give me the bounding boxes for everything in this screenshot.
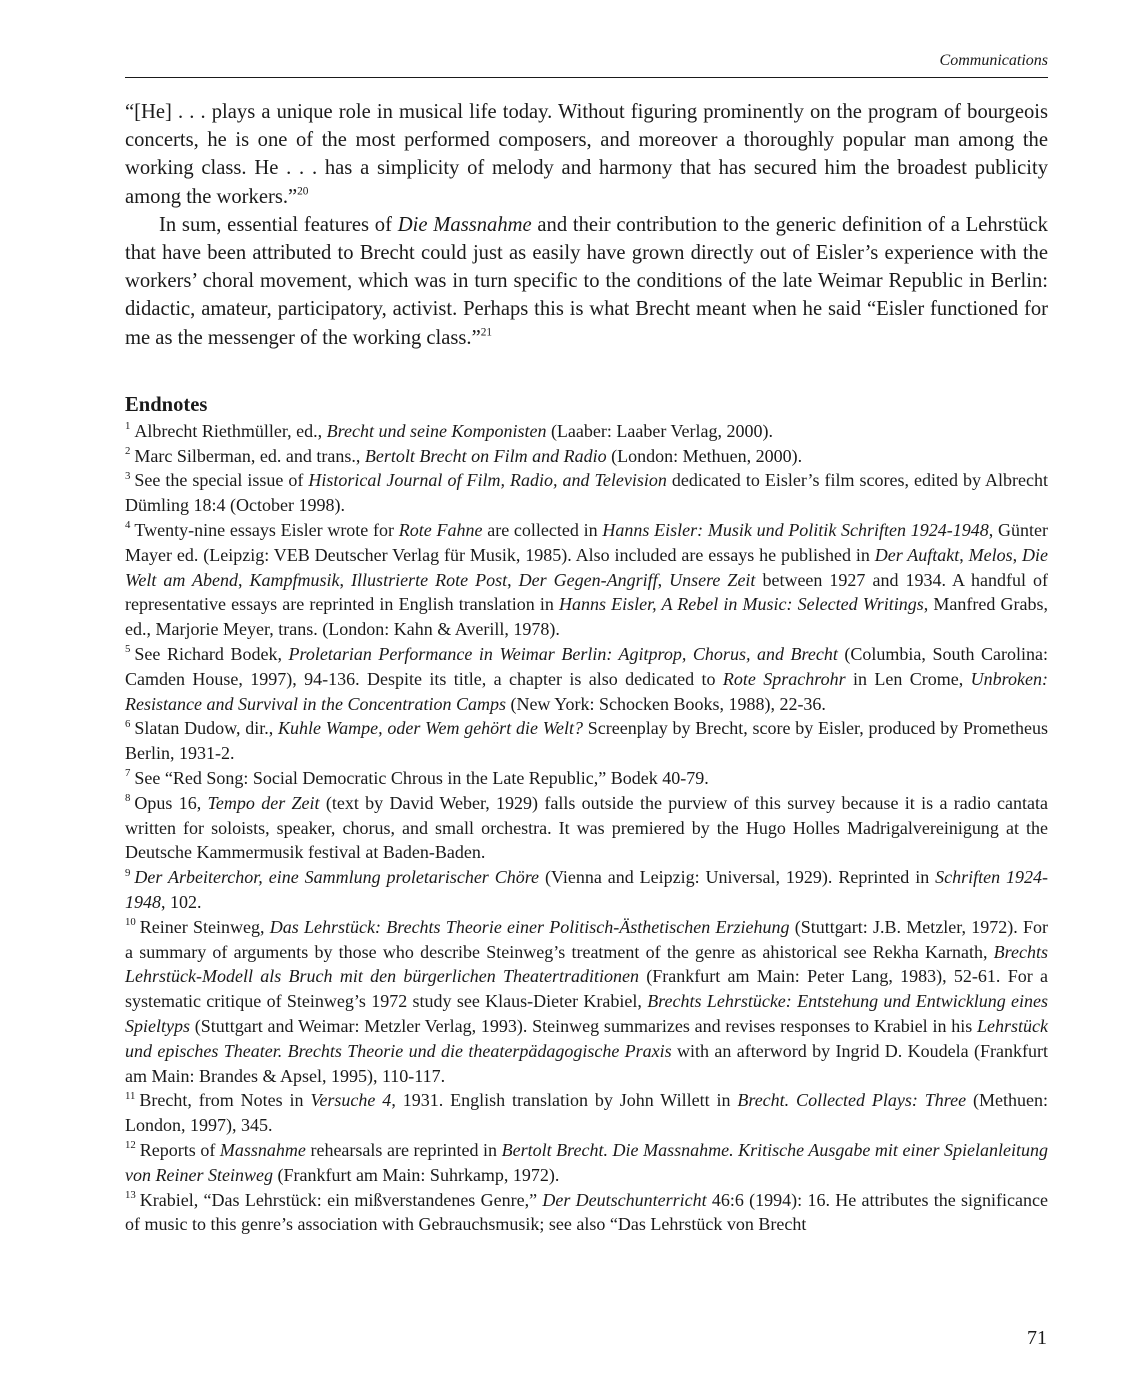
text-run: in Len Crome, [845, 668, 971, 689]
italic-title: Kampfmusik [249, 569, 340, 590]
text-run: (Frankfurt am Main: Peter Lang, 1983), 52-61. For a systematic critique of Steinweg’s 1972 study see Klaus-Dieter Krabiel, [125, 966, 1048, 1012]
text-run: with an afterword by Ingrid D. Koudela (Frankfurt am Main: Brandes & Apsel, 1995), 110-117. [125, 1040, 1048, 1086]
italic-title: Rote Sprachrohr [722, 668, 846, 689]
italic-title: Melos [968, 544, 1013, 565]
running-header: Communications [939, 52, 1048, 69]
italic-title: Unsere Zeit [669, 569, 756, 590]
text-run: , [657, 569, 670, 590]
text-run: Marc Silberman, ed. and trans., [134, 445, 365, 466]
italic-title: Lehrstück und episches Theater. Brechts Theorie und die theaterpädagogische Praxis [125, 1015, 1048, 1061]
italic-title: Brechts Lehrstücke: Entstehung und Entwicklung eines Spieltyps [125, 991, 1048, 1036]
text-run: Twenty-nine essays Eisler wrote for [134, 520, 399, 541]
text-run: See the special issue of [134, 470, 309, 491]
text-run: (Frankfurt am Main: Suhrkamp, 1972). [272, 1164, 560, 1185]
text-run: (London: Methuen, 2000). [606, 445, 803, 466]
italic-title: Rote Fahne [398, 520, 483, 541]
italic-title: Bertolt Brecht. Die Massnahme. Kritische Ausgabe mit einer Spielanleitung von Reiner Steinweg [125, 1139, 1048, 1185]
italic-title: Kuhle Wampe, oder Wem gehört die Welt? [278, 718, 584, 739]
text-run: , Günter Mayer ed. (Leipzig: VEB Deutscher Verlag für Musik, 1985). Also included are essays he published in [125, 520, 1048, 565]
endnote-number: 2 [125, 445, 131, 458]
italic-title: Brecht und seine Komponisten [326, 420, 547, 441]
italic-title: Tempo der Zeit [207, 792, 320, 813]
endnote-number: 9 [125, 866, 131, 879]
body-paragraph-quote [125, 98, 1048, 211]
italic-title: Schriften 1924-1948 [125, 867, 1049, 912]
text-run: 46:6 (1994): 16. He attributes the significance of music to this genre’s association with Gebrauchsmusik; see also “Das Lehrstück von Brecht [125, 1189, 1048, 1235]
endnote-3 [125, 468, 1048, 518]
endnote-2 [125, 444, 1048, 469]
italic-title: Unbroken: Resistance and Survival in the Concentration Camps [125, 668, 1048, 714]
text-run: rehearsals are reprinted in [305, 1139, 502, 1160]
text-run: and their contribution to the generic definition of a Lehrstück that have been attributed to Brecht could just as easily have grown directly out of Eisler’s experience with the workers’ choral movement, which was in turn specific to the conditions of the late Weimar Republic in Berlin: didactic, amateur, participatory, activist. Perhaps this is what Brecht meant when he said “Eisler functioned for me as the messenger of the working class.” [125, 213, 1048, 349]
text-run: (Vienna and Leipzig: Universal, 1929). Reprinted in [539, 867, 936, 888]
text-run: (Methuen: London, 1997), 345. [125, 1090, 1048, 1136]
page-content [125, 98, 1048, 1237]
text-run: Slatan Dudow, dir., [134, 718, 279, 739]
text-run: , [507, 569, 519, 590]
italic-title: Der Auftakt [874, 544, 960, 565]
italic-title: Versuche 4 [310, 1090, 392, 1111]
text-run: Reiner Steinweg, [139, 916, 270, 937]
italic-title: Proletarian Performance in Weimar Berlin: Agitprop, Chorus, and Brecht [288, 644, 838, 664]
endnote-6 [125, 716, 1048, 766]
endnote-number: 4 [125, 519, 131, 532]
italic-title: Der Gegen-Angriff [518, 569, 658, 590]
text-run: Screenplay by Brecht, score by Eisler, produced by Prometheus Berlin, 1931-2. [125, 718, 1048, 764]
endnote-12 [125, 1138, 1048, 1188]
endnote-number: 6 [125, 717, 131, 730]
endnote-number: 3 [125, 469, 131, 482]
endnote-8 [125, 791, 1048, 865]
text-run: , [238, 569, 250, 590]
text-run: Opus 16, [134, 792, 208, 813]
endnote-number: 8 [125, 792, 131, 805]
text-run: dedicated to Eisler’s film scores, edited by Albrecht Dümling 18:4 (October 1998). [125, 470, 1048, 516]
endnote-7 [125, 766, 1048, 791]
endnote-number: 10 [125, 916, 136, 929]
endnote-13 [125, 1188, 1048, 1238]
italic-title: Illustrierte Rote Post [351, 569, 508, 590]
endnote-4 [125, 518, 1048, 642]
endnote-11 [125, 1088, 1048, 1138]
text-run: between 1927 and 1934. A handful of representative essays are reprinted in English translation in [125, 569, 1048, 615]
endnote-10 [125, 915, 1048, 1089]
body-paragraph-summary [125, 211, 1048, 352]
footnote-ref: 20 [297, 185, 309, 198]
text-run: , [1012, 544, 1023, 565]
italic-title: Die Welt am Abend [125, 544, 1049, 590]
endnotes-heading: Endnotes [125, 393, 208, 416]
text-run: , [339, 569, 352, 590]
text-run: , [959, 544, 969, 565]
text-run: See “Red Song: Social Democratic Chrous in the Late Republic,” Bodek 40-79. [134, 767, 709, 788]
text-run: Krabiel, “Das Lehrstück: ein mißverstandenes Genre,” [139, 1189, 543, 1210]
italic-title: Der Arbeiterchor, eine Sammlung proletarischer Chöre [134, 867, 540, 888]
text-run: (Stuttgart and Weimar: Metzler Verlag, 1993). Steinweg summarizes and revises responses to Krabiel in his [190, 1015, 977, 1036]
text-run: (Stuttgart: J.B. Metzler, 1972). For a summary of arguments by those who describe Steinweg’s treatment of the genre as ahistorical see Rekha Karnath, [125, 916, 1048, 962]
italic-title: Hanns Eisler: Musik und Politik Schriften 1924-1948 [602, 520, 989, 541]
endnote-number: 11 [125, 1089, 136, 1102]
text-run: are collected in [482, 520, 603, 541]
endnote-5 [125, 642, 1048, 716]
text-run: (text by David Weber, 1929) falls outside the purview of this survey because it is a radio cantata written for soloists, speaker, chorus, and small orchestra. It was premiered by the Hugo Holles Madrigalvereinigung at the Deutsche Kammermusik festival at Baden-Baden. [125, 792, 1049, 863]
header-rule [125, 77, 1048, 78]
italic-title: Massnahme [219, 1139, 306, 1160]
text-run: , 1931. English translation by John Willett in [391, 1090, 738, 1111]
text-run: (New York: Schocken Books, 1988), 22-36. [505, 693, 826, 714]
italic-title: Hanns Eisler, A Rebel in Music: Selected Writings [558, 594, 924, 615]
endnote-number: 7 [125, 767, 131, 780]
italic-title: Brechts Lehrstück-Modell als Bruch mit den bürgerlichen Theatertraditionen [125, 941, 1048, 987]
endnote-1 [125, 419, 1048, 444]
text-run: See Richard Bodek, [134, 644, 289, 664]
text-run: Reports of [139, 1139, 220, 1160]
italic-title: Historical Journal of Film, Radio, and Television [308, 470, 667, 491]
text-run: , 102. [161, 891, 202, 912]
italic-title: Bertolt Brecht on Film and Radio [364, 445, 607, 466]
footnote-ref: 21 [480, 326, 493, 339]
text-run: “[He] . . . plays a unique role in musical life today. Without figuring prominently on the program of bourgeois concerts, he is one of the most performed composers, and moreover a thoroughly popular man among the working class. He . . . has a simplicity of melody and harmony that has secured him the broadest publicity among the workers.” [125, 101, 1048, 208]
text-run: , Manfred Grabs, ed., Marjorie Meyer, trans. (London: Kahn & Averill, 1978). [125, 594, 1048, 640]
italic-title: Die Massnahme [397, 213, 532, 236]
endnotes-list [125, 419, 1048, 1237]
italic-title: Der Deutschunterricht [542, 1189, 707, 1210]
endnote-number: 1 [125, 420, 131, 433]
text-run: (Columbia, South Carolina: Camden House, 1997), 94-136. Despite its title, a chapter is also dedicated to [125, 644, 1048, 689]
text-run: (Laaber: Laaber Verlag, 2000). [546, 420, 773, 441]
text-run: In sum, essential features of [159, 213, 398, 236]
italic-title: Das Lehrstück: Brechts Theorie einer Politisch-Ästhetischen Erziehung [269, 916, 790, 937]
endnote-number: 12 [125, 1139, 136, 1152]
text-run: Albrecht Riethmüller, ed., [134, 420, 327, 441]
endnote-9 [125, 865, 1048, 915]
italic-title: Brecht. Collected Plays: Three [737, 1090, 967, 1111]
endnote-number: 13 [125, 1188, 136, 1201]
page-number: 71 [1027, 1327, 1047, 1349]
endnote-number: 5 [125, 643, 131, 656]
text-run: Brecht, from Notes in [139, 1090, 311, 1111]
